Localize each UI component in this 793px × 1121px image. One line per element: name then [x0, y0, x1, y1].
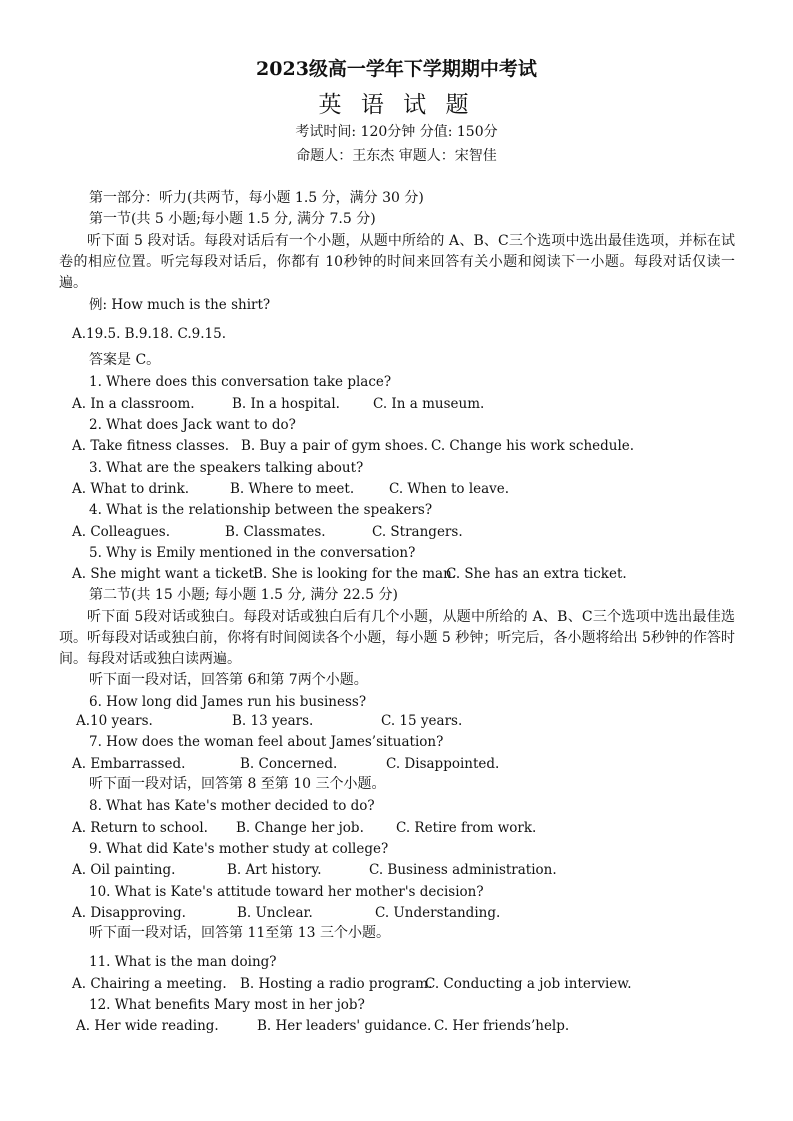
option-a: A. Return to school.	[72, 820, 208, 836]
option-b: B. Art history.	[227, 862, 322, 878]
question-text: 4. What is the relationship between the speakers?	[89, 502, 433, 518]
option-c: C. When to leave.	[389, 481, 510, 497]
option-a: A. Oil painting.	[72, 862, 176, 878]
option-c: C. Retire from work.	[396, 820, 537, 836]
question-text: 8. What has Kate's mother decided to do?	[89, 798, 375, 814]
option-c: C. Strangers.	[372, 524, 463, 540]
exam-time-info: 考试时间: 120分钟 分值: 150分	[295, 124, 498, 140]
option-b: B. Where to meet.	[230, 481, 355, 497]
option-c: C. Disappointed.	[386, 756, 500, 772]
question-text: 3. What are the speakers talking about?	[89, 460, 364, 476]
option-b: B. Classmates.	[225, 524, 326, 540]
option-c: C. Change his work schedule.	[431, 438, 635, 454]
question-text: 10. What is Kate's attitude toward her mother's decision?	[89, 884, 484, 900]
option-c: C. 15 years.	[381, 713, 463, 729]
part1-heading: 第一部分：听力(共两节，每小题 1.5 分，满分 30 分)	[89, 190, 424, 206]
option-a: A. What to drink.	[72, 481, 190, 497]
question-text: 12. What benefits Mary most in her job?	[89, 997, 365, 1013]
option-c: C. Business administration.	[369, 862, 557, 878]
option-b: B. Her leaders' guidance.	[257, 1018, 432, 1034]
option-c: C. Conducting a job interview.	[425, 976, 632, 992]
question-text: 6. How long did James run his business?	[89, 694, 367, 710]
example-answer: 答案是 C。	[89, 352, 161, 368]
section2-instructions: 听下面 5段对话或独白。每段对话或独白后有几个小题，从题中所给的 A、B、C三个选项中选出最佳选项。听每段对话或独白前，你将有时间阅读各个小题，每小题 5 秒钟；听完后，各小题将给出 5秒钟的作答时间。每段对话或独白读两遍。	[59, 609, 735, 667]
option-b: B. Hosting a radio program.	[240, 976, 433, 992]
exam-authors: 命题人：王东杰 审题人：宋智佳	[296, 148, 497, 164]
option-c: C. Understanding.	[375, 905, 501, 921]
option-a: A.10 years.	[76, 713, 153, 729]
question-text: 11. What is the man doing?	[89, 954, 277, 970]
option-a: A. Colleagues.	[72, 524, 171, 540]
question-text: 5. Why is Emily mentioned in the conversation?	[89, 545, 416, 561]
option-a: A. Take fitness classes.	[72, 438, 230, 454]
section2-heading: 第二节(共 15 小题; 每小题 1.5 分, 满分 22.5 分)	[89, 587, 398, 603]
option-a: A. She might want a ticket.	[72, 566, 259, 582]
question-text: 1. Where does this conversation take place?	[89, 374, 392, 390]
example-options: A.19.5. B.9.18. C.9.15.	[72, 326, 227, 342]
option-b: B. 13 years.	[232, 713, 314, 729]
example-question: 例: How much is the shirt?	[89, 297, 271, 313]
section1-heading: 第一节(共 5 小题;每小题 1.5 分, 满分 7.5 分)	[89, 211, 376, 227]
option-b: B. Buy a pair of gym shoes.	[241, 438, 428, 454]
exam-subject-title: 英 语 试 题	[318, 92, 475, 118]
option-b: B. Concerned.	[240, 756, 338, 772]
question-text: 2. What does Jack want to do?	[89, 417, 296, 433]
option-c: C. In a museum.	[373, 396, 485, 412]
option-b: B. In a hospital.	[232, 396, 340, 412]
option-a: A. Chairing a meeting.	[72, 976, 227, 992]
question-text: 7. How does the woman feel about James’situation?	[89, 734, 444, 750]
exam-title: 2023级高一学年下学期期中考试	[256, 58, 537, 80]
question-text: 9. What did Kate's mother study at college?	[89, 841, 389, 857]
option-a: A. Embarrassed.	[72, 756, 186, 772]
dialogue-note: 听下面一段对话，回答第 8 至第 10 三个小题。	[89, 776, 386, 792]
dialogue-note: 听下面一段对话，回答第 11至第 13 三个小题。	[89, 925, 390, 941]
option-b: B. Unclear.	[237, 905, 313, 921]
option-a: A. In a classroom.	[72, 396, 195, 412]
option-b: B. Change her job.	[236, 820, 364, 836]
option-c: C. Her friends’help.	[434, 1018, 570, 1034]
option-a: A. Her wide reading.	[76, 1018, 219, 1034]
option-a: A. Disapproving.	[72, 905, 186, 921]
option-c: C. She has an extra ticket.	[446, 566, 627, 582]
option-b: B. She is looking for the man.	[253, 566, 457, 582]
section1-instructions: 听下面 5 段对话。每段对话后有一个小题，从题中所给的 A、B、C三个选项中选出最佳选项，并标在试卷的相应位置。听完每段对话后，你都有 10秒钟的时间来回答有关小题和阅读下一小题。每段对话仅读一遍。	[59, 233, 735, 291]
dialogue-note: 听下面一段对话，回答第 6和第 7两个小题。	[89, 672, 368, 688]
